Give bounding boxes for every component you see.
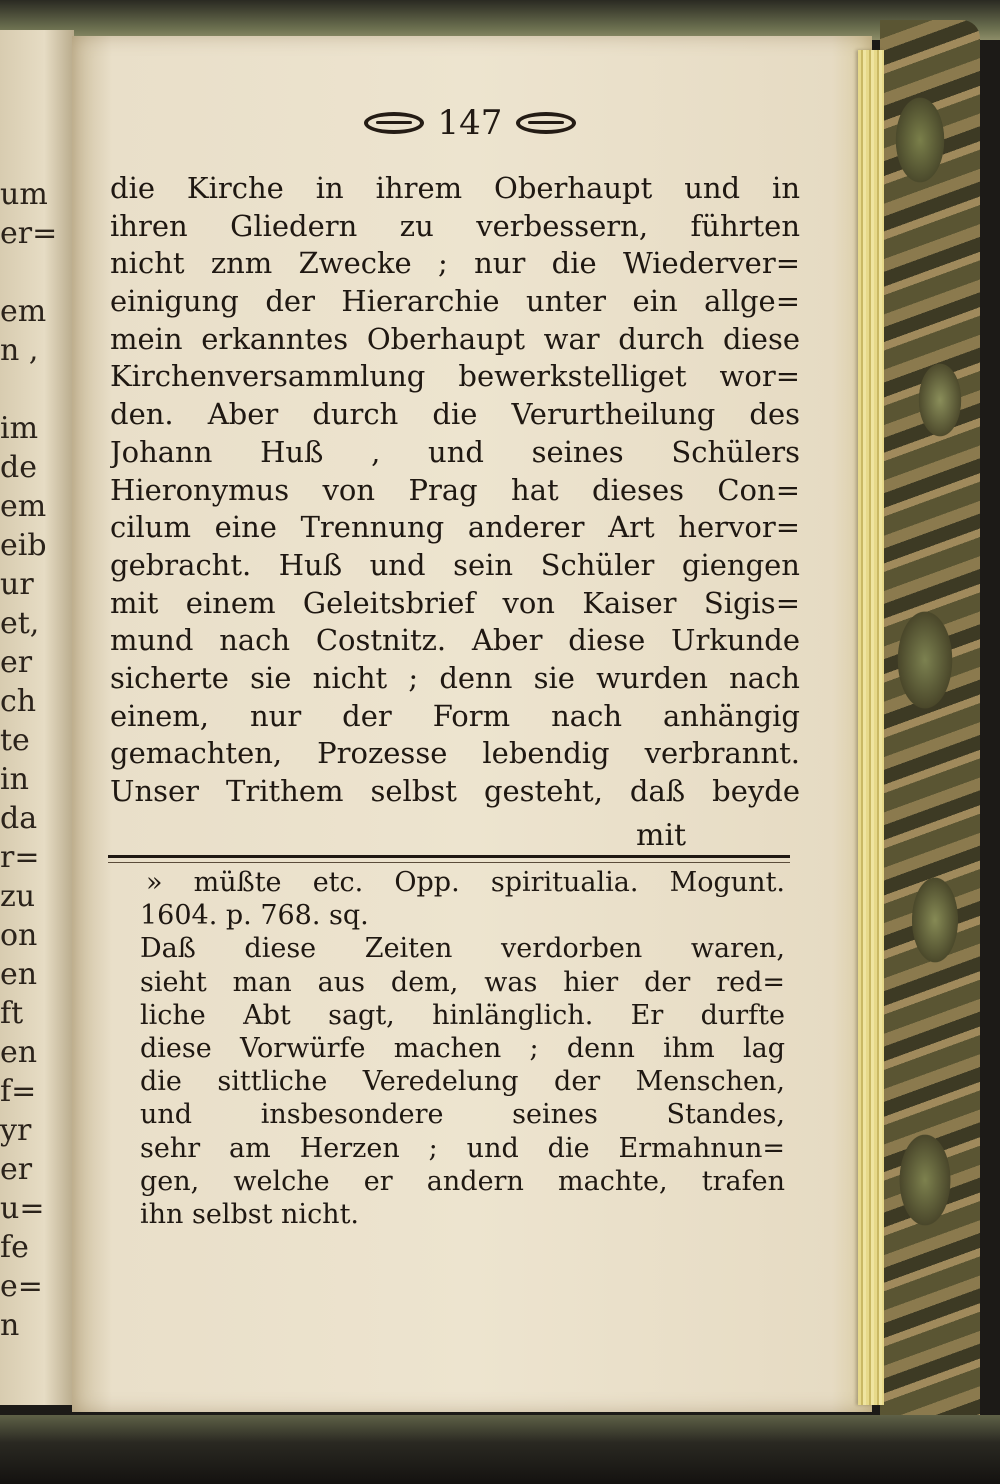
left-page-fragment: e= <box>0 1270 43 1304</box>
left-page-fragment: n <box>0 1309 20 1343</box>
left-page-fragment: f= <box>0 1075 37 1109</box>
left-page-fragment: zu <box>0 880 36 914</box>
text-line: mein erkanntes Oberhaupt war durch diese <box>110 321 800 356</box>
footnotes <box>140 866 785 1231</box>
page-number: 147 <box>437 103 503 143</box>
text-line: ihren Gliedern zu verbessern, führten <box>110 208 800 243</box>
left-page-fragment: er= <box>0 217 58 251</box>
left-page-fragment: in <box>0 763 29 797</box>
text-line: Unser Trithem selbst gesteht, daß beyde <box>110 774 800 808</box>
left-page-fragment: de <box>0 451 37 485</box>
left-page-fragment: en <box>0 958 38 992</box>
book-top-edge <box>0 0 1000 40</box>
text-line: gemachten, Prozesse lebendig verbrannt. <box>110 736 800 771</box>
left-page-fragment: ur <box>0 568 34 602</box>
left-page-fragment: n , <box>0 334 39 368</box>
page-edges <box>858 50 884 1405</box>
ornament-right-icon <box>516 112 576 134</box>
text-line: Johann Huß , und seines Schülers <box>110 434 800 469</box>
left-page-fragment: er <box>0 646 33 680</box>
left-page-fragment <box>0 256 70 290</box>
left-page-fragment: em <box>0 295 47 329</box>
text-line: Hieronymus von Prag hat dieses Con= <box>110 472 800 507</box>
left-page-fragment: er <box>0 1153 33 1187</box>
left-page-fragment: eib <box>0 529 47 563</box>
left-page-fragment: on <box>0 919 38 953</box>
left-page <box>0 30 74 1405</box>
left-page-fragment: r= <box>0 841 40 875</box>
footnote-line: gen, welche er andern machte, trafen <box>140 1165 785 1197</box>
text-line: die Kirche in ihrem Oberhaupt und in <box>110 171 800 205</box>
footnote-line: die sittliche Veredelung der Menschen, <box>140 1066 785 1098</box>
page-header <box>350 100 590 146</box>
left-page-fragment: fe <box>0 1231 29 1265</box>
left-page-fragment: da <box>0 802 38 836</box>
footnote-line: und insbesondere seines Standes, <box>140 1099 785 1131</box>
left-page-fragment: ch <box>0 685 37 719</box>
footnote-line: liche Abt sagt, hinlänglich. Er durfte <box>140 999 785 1031</box>
left-page-fragment: te <box>0 724 30 758</box>
left-page-fragment: en <box>0 1036 38 1070</box>
footnote-line: sehr am Herzen ; und die Ermahnun= <box>140 1132 785 1164</box>
left-page-fragment: um <box>0 178 48 212</box>
text-line: gebracht. Huß und sein Schüler giengen <box>110 547 800 582</box>
footnote-line: 1604. p. 768. sq. <box>140 900 369 932</box>
text-line: Kirchenversammlung bewerkstelliget wor= <box>110 359 800 394</box>
left-page-fragment: em <box>0 490 47 524</box>
ornament-left-icon <box>364 112 424 134</box>
footnote-line: sieht man aus dem, was hier der red= <box>140 966 785 998</box>
footnote-line: Daß diese Zeiten verdorben waren, <box>140 933 785 965</box>
footnote-divider-thin <box>108 862 790 863</box>
text-line: mit einem Geleitsbrief von Kaiser Sigis= <box>110 585 800 620</box>
book-bottom-edge <box>0 1415 1000 1484</box>
text-line: mund nach Costnitz. Aber diese Urkunde <box>110 623 800 658</box>
left-page-fragment: im <box>0 412 39 446</box>
catchword: mit <box>636 818 687 853</box>
footnote-line: » müßte etc. Opp. spiritualia. Mogunt. <box>146 867 785 898</box>
text-line: sicherte sie nicht ; denn sie wurden nach <box>110 660 800 695</box>
footnote-line: ihn selbst nicht. <box>140 1198 360 1230</box>
footnote-divider <box>108 855 790 858</box>
text-line: nicht znm Zwecke ; nur die Wiederver= <box>110 246 800 281</box>
left-page-fragment: yr <box>0 1114 32 1148</box>
text-line: cilum eine Trennung anderer Art hervor= <box>110 510 800 545</box>
text-line: einem, nur der Form nach anhängig <box>110 698 800 733</box>
left-page-fragment <box>0 373 70 407</box>
footnote-line: diese Vorwürfe machen ; denn ihm lag <box>140 1032 785 1064</box>
text-line: den. Aber durch die Verurtheilung des <box>110 397 800 432</box>
text-line: einigung der Hierarchie unter ein allge= <box>110 284 800 319</box>
marbled-cover <box>880 20 980 1440</box>
left-page-fragment: et, <box>0 607 40 641</box>
left-page-fragment: ft <box>0 997 24 1031</box>
main-text <box>110 170 800 811</box>
left-page-fragment: u= <box>0 1192 45 1226</box>
